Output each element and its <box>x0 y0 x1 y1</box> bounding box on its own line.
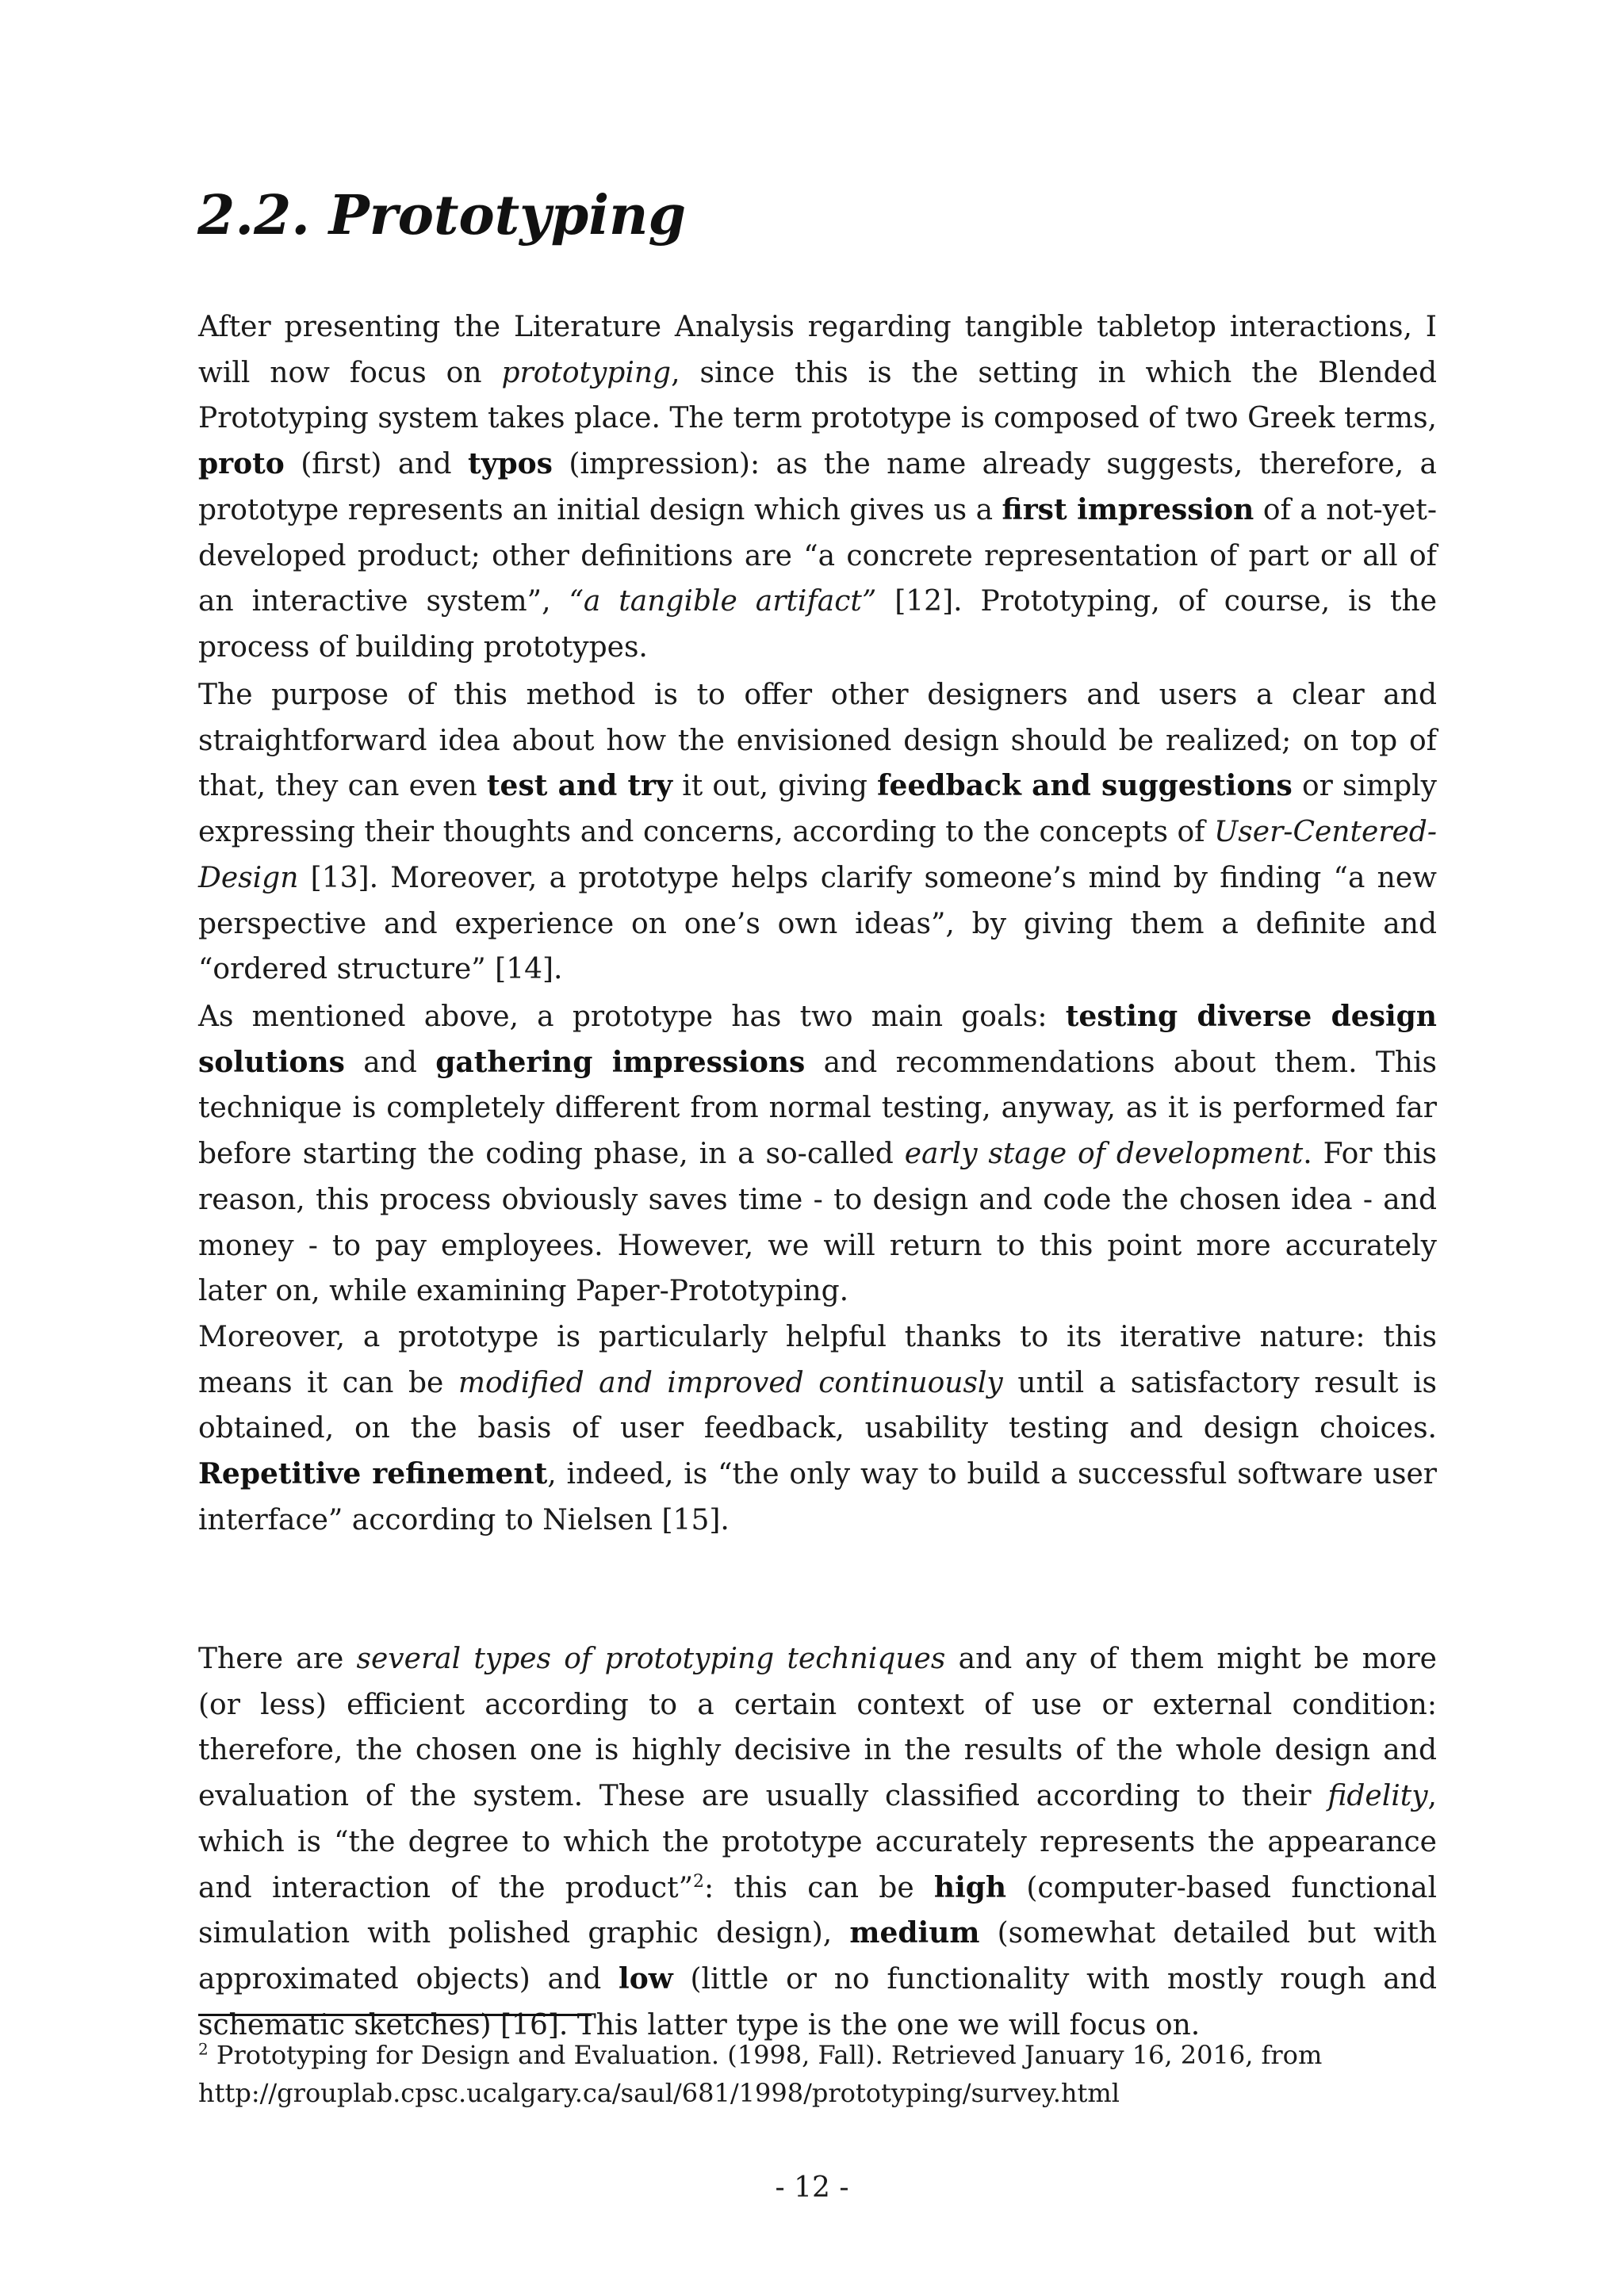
text-run: , indeed, is “the only way to build a successful software user interface” according to Nielsen [15]. <box>198 1458 1437 1536</box>
text-run: (impression): as the name already suggests, therefore, a prototype represents an initial design which gives us a <box>198 448 1437 526</box>
footnote-url: http://grouplab.cpsc.ucalgary.ca/saul/681/1998/prototyping/survey.html <box>198 2078 1120 2108</box>
footnote-marker: 2 <box>198 2039 209 2059</box>
bold-term: Repetitive refinement <box>198 1457 548 1491</box>
text-run: . For this reason, this process obviously saves time - to design and code the chosen idea - and money - to pay employees. However, we will return to this point more accurately later on, while examining Paper-Prototyping. <box>198 1138 1437 1308</box>
text-run: , since this is the setting in which the Blended Prototyping system takes place. The term prototype is composed of two Greek terms, <box>198 356 1437 435</box>
section-heading: 2.2. Prototyping <box>197 184 687 247</box>
text-run: (little or no functionality with mostly rough and schematic sketches) [16]. This latter type is the one we will focus on. <box>198 1962 1437 2042</box>
footnote-divider <box>198 2014 592 2016</box>
bold-term: gathering impressions <box>435 1045 806 1079</box>
paragraph-intro <box>198 304 1437 671</box>
italic-quote: “a tangible artifact” <box>569 585 877 618</box>
bold-term: testing diverse design solutions <box>198 1000 1437 1079</box>
italic-term: fidelity <box>1327 1780 1428 1813</box>
text-run: (computer-based functional simulation with polished graphic design), <box>198 1871 1438 1950</box>
text-run: (somewhat detailed but with approximated objects) and <box>198 1917 1438 1996</box>
text-run: (first) and <box>284 448 468 481</box>
bold-term: typos <box>467 447 553 481</box>
footnote <box>198 2036 1437 2112</box>
page-number: - 12 - <box>775 2172 849 2204</box>
paragraph-fidelity <box>198 1636 1437 2048</box>
bold-term: low <box>619 1961 673 1996</box>
text-run: The purpose of this method is to offer other designers and users a clear and straightforward idea about how the envisioned design should be realized; on top of that, they can even <box>198 679 1437 803</box>
text-run: , which is “the degree to which the prototype accurately represents the appearance and interaction of the product” <box>198 1780 1437 1904</box>
footnote-text: Prototyping for Design and Evaluation. (1998, Fall). Retrieved January 16, 2016, from <box>208 2040 1323 2070</box>
paragraph-goals <box>198 994 1437 1314</box>
text-run: and recommendations about them. This technique is completely different from normal testing, anyway, as it is performed far before starting the coding phase, in a so-called <box>198 1046 1437 1171</box>
text-run: Moreover, a prototype is particularly helpful thanks to its iterative nature: this means it can be <box>198 1321 1437 1399</box>
footnote-reference: 2 <box>692 1871 704 1892</box>
bold-term: feedback and suggestions <box>877 769 1293 803</box>
bold-term: first impression <box>1002 492 1254 526</box>
text-run: As mentioned above, a prototype has two main goals: <box>198 1001 1066 1033</box>
italic-term: early stage of development <box>904 1138 1304 1171</box>
bold-term: high <box>933 1870 1007 1904</box>
bold-term: proto <box>198 447 285 481</box>
text-run: After presenting the Literature Analysis regarding tangible tabletop interactions, I will now focus on <box>198 311 1437 389</box>
bold-term: test and try <box>486 769 673 803</box>
text-run: of a not-yet-developed product; other definitions are “a concrete representation of part or all of an interactive system”, <box>198 493 1437 618</box>
text-run: until a satisfactory result is obtained, on the basis of user feedback, usability testing and design choices. <box>198 1366 1438 1445</box>
text-run: and any of them might be more (or less) efficient according to a certain context of use or external condition: therefore, the chosen one is highly decisive in the results of the whole design and evaluation of the system. These are usually classified according to their <box>198 1643 1437 1813</box>
bold-term: medium <box>849 1916 980 1950</box>
paragraph-iterative <box>198 1314 1437 1544</box>
text-run: There are <box>198 1643 357 1675</box>
footnote-line <box>198 2036 1437 2074</box>
italic-term: User-Centered-Design <box>198 816 1437 894</box>
italic-term: modified and improved continuously <box>458 1366 1003 1399</box>
text-run: and <box>344 1046 436 1079</box>
text-run: [13]. Moreover, a prototype helps clarify someone’s mind by finding “a new perspective and experience on one’s own ideas”, by giving them a definite and “ordered structure” [14]. <box>198 861 1437 986</box>
text-run: [12]. Prototyping, of course, is the process of building prototypes. <box>198 585 1437 664</box>
text-run: or simply expressing their thoughts and concerns, according to the concepts of <box>198 770 1438 849</box>
italic-term: several types of prototyping techniques <box>356 1643 946 1675</box>
text-run: : this can be <box>703 1871 934 1904</box>
text-run: it out, giving <box>672 770 878 803</box>
paragraph-purpose <box>198 672 1437 993</box>
italic-term: prototyping <box>501 356 672 389</box>
